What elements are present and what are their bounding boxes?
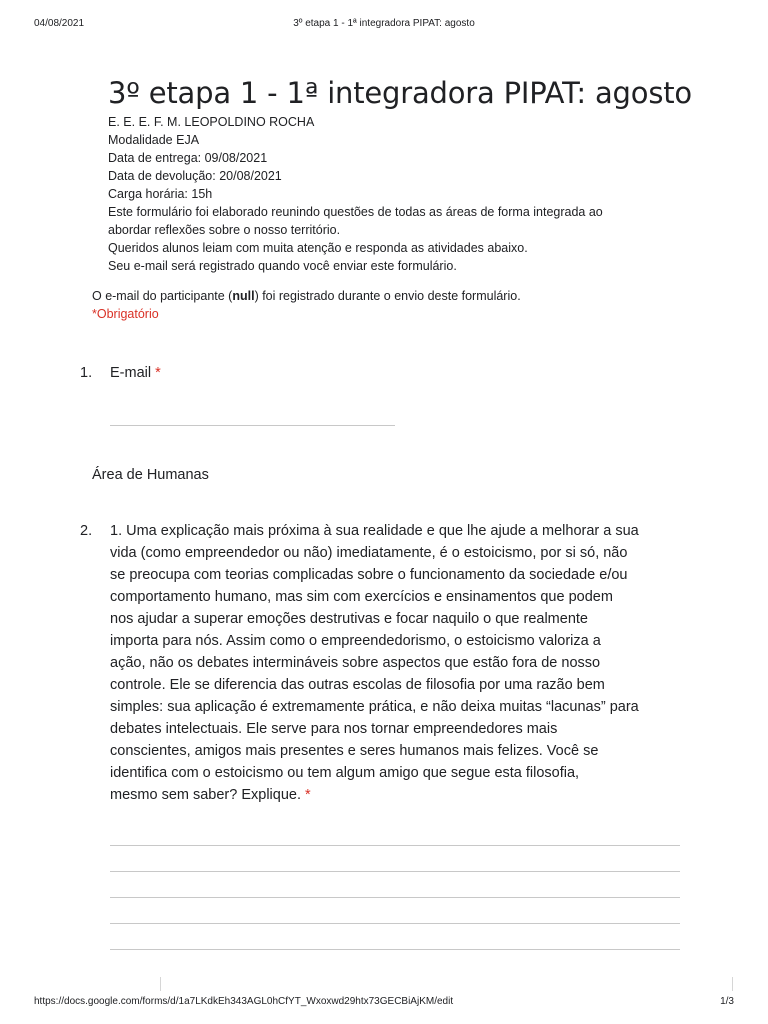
description-line: Data de entrega: 09/08/2021 bbox=[108, 151, 268, 165]
email-answer-line[interactable] bbox=[110, 425, 395, 426]
question-line: controle. Ele se diferencia das outras escolas de filosofia por uma razão bem bbox=[110, 677, 605, 693]
page-edge-tick bbox=[732, 977, 733, 991]
question-line: nos ajudar a superar emoções destrutivas e focar naquilo o que realmente bbox=[110, 611, 588, 627]
description-line: E. E. E. F. M. LEOPOLDINO ROCHA bbox=[108, 115, 315, 129]
question-line: identifica com o estoicismo ou tem algum amigo que segue esta filosofia, bbox=[110, 765, 580, 781]
description-line: abordar reflexões sobre o nosso território. bbox=[108, 223, 341, 237]
answer-line[interactable] bbox=[110, 897, 680, 898]
description-line: Este formulário foi elaborado reunindo questões de todas as áreas de forma integrada ao bbox=[108, 205, 603, 219]
print-page-number: 1/3 bbox=[720, 996, 734, 1007]
question-line: 1. Uma explicação mais próxima à sua realidade e que lhe ajude a melhorar a sua bbox=[110, 523, 639, 539]
question-line: se preocupa com teorias complicadas sobre o funcionamento da sociedade e/ou bbox=[110, 567, 628, 583]
description-line: Modalidade EJA bbox=[108, 133, 200, 147]
print-date: 04/08/2021 bbox=[34, 18, 85, 29]
description-line: Data de devolução: 20/08/2021 bbox=[108, 169, 282, 183]
email-notice-after: ) foi registrado durante o envio deste formulário. bbox=[254, 289, 521, 303]
form-title: 3º etapa 1 - 1ª integradora PIPAT: agosto bbox=[108, 76, 692, 110]
question-number: 1. bbox=[80, 365, 93, 381]
question-2-text bbox=[110, 520, 690, 806]
question-line: debates intelectuais. Ele serve para nos tornar empreendedores mais bbox=[110, 721, 558, 737]
question-line: conscientes, amigos mais presentes e seres humanos mais felizes. Você se bbox=[110, 743, 599, 759]
question-line bbox=[110, 784, 690, 806]
required-note: *Obrigatório bbox=[92, 307, 159, 321]
section-title: Área de Humanas bbox=[92, 467, 209, 483]
description-line: Carga horária: 15h bbox=[108, 187, 213, 201]
required-asterisk: * bbox=[305, 787, 311, 803]
question-line: importa para nós. Assim como o empreendedorismo, o estoicismo valoriza a bbox=[110, 633, 601, 649]
answer-line[interactable] bbox=[110, 949, 680, 950]
question-line-text: mesmo sem saber? Explique. bbox=[110, 787, 301, 803]
answer-line[interactable] bbox=[110, 923, 680, 924]
description-line: Queridos alunos leiam com muita atenção e responda as atividades abaixo. bbox=[108, 241, 528, 255]
page-edge-tick bbox=[160, 977, 161, 991]
question-line: ação, não os debates intermináveis sobre aspectos que estão fora de nosso bbox=[110, 655, 601, 671]
question-line: simples: sua aplicação é extremamente prática, e não deixa muitas “lacunas” para bbox=[110, 699, 639, 715]
question-line: vida (como empreendedor ou não) imediatamente, é o estoicismo, por si só, não bbox=[110, 545, 628, 561]
print-header-title: 3º etapa 1 - 1ª integradora PIPAT: agosto bbox=[293, 18, 475, 29]
answer-line[interactable] bbox=[110, 845, 680, 846]
print-footer-url: https://docs.google.com/forms/d/1a7LKdkEh343AGL0hCfYT_Wxoxwd29htx73GECBiAjKM/edit bbox=[34, 996, 454, 1007]
email-notice-value: null bbox=[232, 289, 255, 303]
question-label: E-mail bbox=[110, 365, 152, 381]
question-email-label bbox=[110, 362, 161, 384]
question-line: comportamento humano, mas sim com exercícios e ensinamentos que podem bbox=[110, 589, 613, 605]
answer-line[interactable] bbox=[110, 871, 680, 872]
description-line: Seu e-mail será registrado quando você enviar este formulário. bbox=[108, 259, 457, 273]
required-asterisk: * bbox=[155, 365, 161, 381]
form-description bbox=[108, 113, 708, 275]
question-number: 2. bbox=[80, 523, 93, 539]
email-notice-before: O e-mail do participante ( bbox=[92, 289, 233, 303]
email-notice bbox=[92, 287, 521, 305]
